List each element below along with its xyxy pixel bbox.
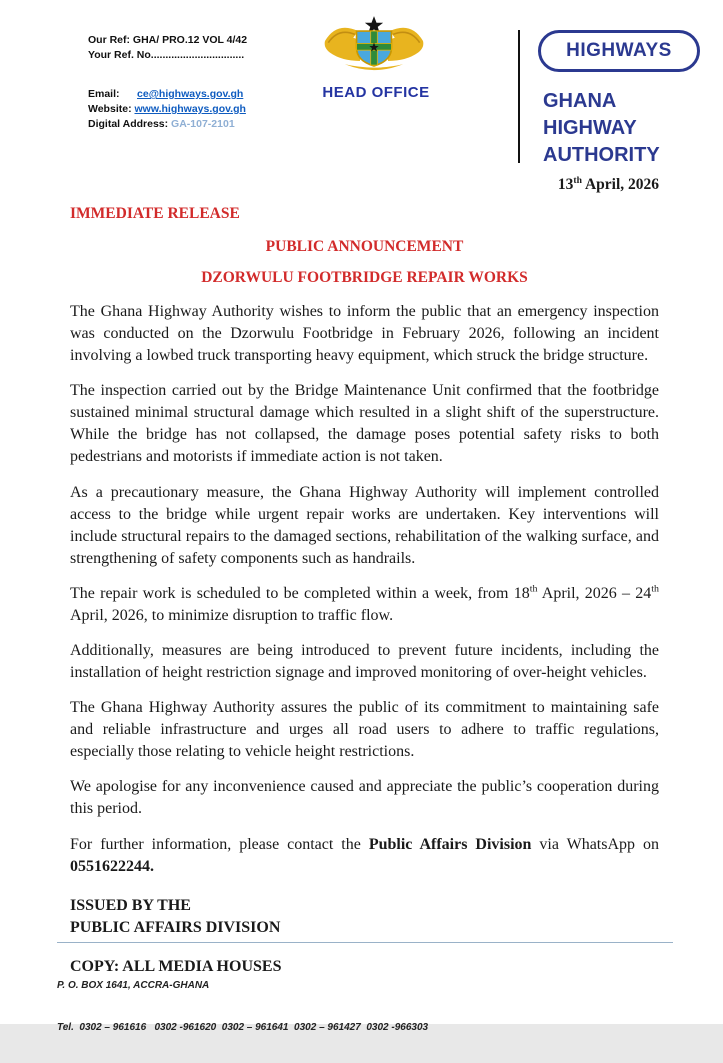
subheadline: DZORWULU FOOTBRIDGE REPAIR WORKS (201, 269, 528, 286)
issued-by-line-1: ISSUED BY THE (70, 896, 191, 914)
website-row (88, 102, 247, 117)
letter-footer (57, 942, 673, 1063)
authority-name (543, 88, 660, 169)
header-divider (518, 30, 520, 163)
digital-address-value: GA-107-2101 (171, 118, 235, 130)
website-link[interactable]: www.highways.gov.gh (134, 103, 246, 115)
paragraph-4: The repair work is scheduled to be completed within a week, from 18th April, 2026 – 24th April, 2026, to minimize disruption to traffic flow. (70, 583, 660, 624)
website-label: Website: (88, 103, 135, 115)
your-ref: Your Ref. No................................ (88, 49, 245, 61)
paragraph-3: As a precautionary measure, the Ghana Highway Authority will implement controlled access to the bridge while urgent repair works are undertaken. Key interventions will include structural repairs to the damaged sections, rehabilitation of the walking surface, and strengthening of safety components such as handrails. (70, 483, 659, 567)
paragraph-7: We apologise for any inconvenience caused and appreciate the public’s cooperation during this period. (70, 778, 659, 818)
email-row (88, 87, 247, 102)
email-link[interactable]: ce@highways.gov.gh (137, 88, 244, 100)
headline: PUBLIC ANNOUNCEMENT (265, 238, 464, 255)
ghana-coat-of-arms-icon (320, 14, 428, 78)
copy-line: COPY: ALL MEDIA HOUSES (70, 957, 282, 975)
footer-telephones: Tel. 0302 – 961616 0302 -961620 0302 – 961641 0302 – 961427 0302 -966303 (57, 1022, 429, 1033)
letter-content (70, 176, 659, 976)
authority-name-line-3: AUTHORITY (543, 144, 660, 166)
email-label: Email: (88, 88, 138, 100)
our-ref: Our Ref: GHA/ PRO.12 VOL 4/42 (88, 34, 248, 46)
dateline: 13th April, 2026 (557, 174, 659, 193)
authority-name-line-1: GHANA (543, 90, 617, 112)
paragraph-6: The Ghana Highway Authority assures the public of its commitment to maintaining safe and reliable infrastructure and urges all road users to adhere to traffic regulations, especially those relating to vehicle height restrictions. (70, 699, 659, 761)
body-paragraphs (70, 301, 659, 878)
highways-oval-logo: HIGHWAYS (538, 30, 700, 72)
release-label: IMMEDIATE RELEASE (70, 205, 240, 222)
paragraph-2: The inspection carried out by the Bridge Maintenance Unit confirmed that the footbridge sustained minimal structural damage which resulted in a slight shift of the superstructure. While the bridge has not collapsed, the damage poses potential safety risks to both pedestrians and motorists if immediate action is not taken. (70, 382, 659, 466)
footer-address: P. O. BOX 1641, ACCRA-GHANA (57, 980, 210, 991)
authority-name-line-2: HIGHWAY (543, 117, 637, 139)
head-office-title: HEAD OFFICE (322, 84, 430, 101)
paragraph-5: Additionally, measures are being introduced to prevent future incidents, including the installation of height restriction signage and improved monitoring of over-height vehicles. (70, 642, 659, 682)
paragraph-8: For further information, please contact the Public Affairs Division via WhatsApp on 0551622244. (70, 835, 660, 875)
paragraph-1: The Ghana Highway Authority wishes to inform the public that an emergency inspection was conducted on the Dzorwulu Footbridge in February 2026, following an incident involving a lowbed truck transporting heavy equipment, which struck the bridge structure. (70, 303, 659, 365)
issued-by-block (70, 895, 659, 939)
reference-block (88, 33, 247, 63)
digital-address-row (88, 117, 247, 132)
digital-address-label: Digital Address: (88, 118, 172, 130)
issued-by-line-2: PUBLIC AFFAIRS DIVISION (70, 918, 281, 936)
header-contact-block (88, 33, 247, 132)
